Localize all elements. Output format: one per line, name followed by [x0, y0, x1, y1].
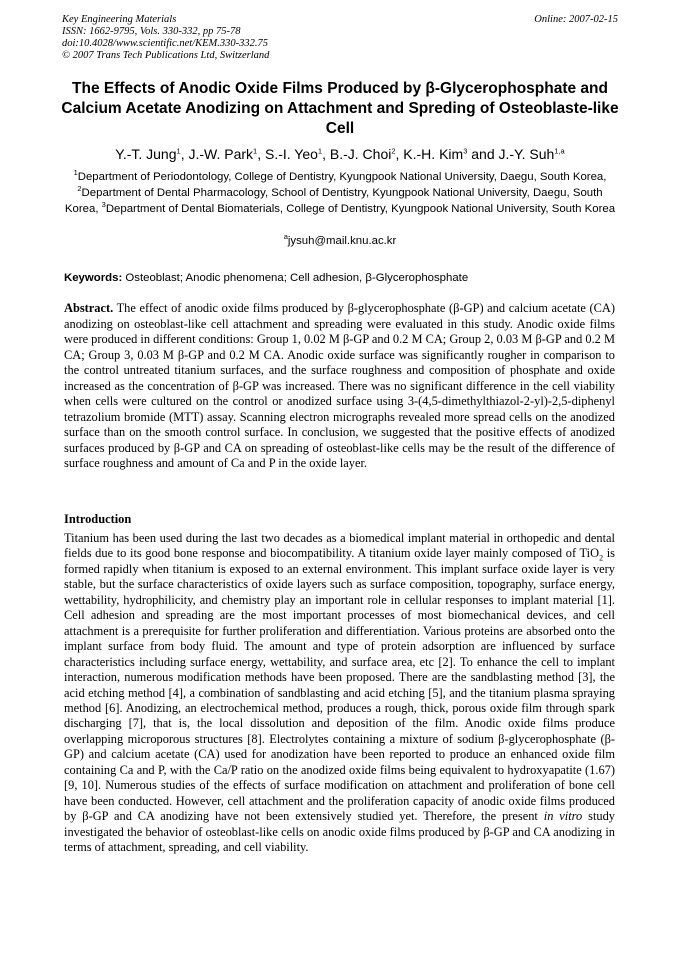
author: Y.-T. Jung$^1$,	[115, 146, 189, 162]
keywords-label: Keywords:	[64, 272, 123, 284]
abstract-label: Abstract.	[64, 301, 114, 315]
corresponding-email[interactable]: $^a$jysuh@mail.knu.ac.kr	[283, 232, 397, 247]
affiliations: $^1$Department of Periodontology, College of Dentistry, Kyungpook National University, Daegu, South Korea, $^2$Department of Dental Pharmacology, School of Dentistry, Kyungpook National University, Daegu, South Korea, $^3$Department of Dental Biomaterials, College of Dentistry, Kyungpook National University, South Korea	[64, 168, 616, 215]
author-list	[60, 145, 620, 163]
copyright-line: © 2007 Trans Tech Publications Ltd, Switzerland	[62, 50, 270, 61]
affiliation: Department of Dental Biomaterials, College of Dentistry, Kyungpook National University, South Korea	[105, 203, 616, 215]
author: J.-Y. Suh$^{1,a}$	[498, 146, 565, 162]
keywords-text: Osteoblast; Anodic phenomena; Cell adhesion, β-Glycerophosphate	[122, 272, 469, 284]
issn-line: ISSN: 1662-9795, Vols. 330-332, pp 75-78	[62, 26, 241, 37]
keywords	[64, 271, 620, 285]
abstract	[64, 301, 615, 472]
author: K.-H. Kim$^3$ and	[403, 146, 499, 162]
journal-name: Key Engineering Materials	[62, 14, 177, 25]
author: J.-W. Park$^1$,	[188, 146, 265, 162]
author: S.-I. Yeo$^1$,	[264, 146, 330, 162]
doi-line[interactable]: doi:10.4028/www.scientific.net/KEM.330-332.75	[62, 38, 268, 49]
paper-title: The Effects of Anodic Oxide Films Produced by β-Glycerophosphate and Calcium Acetate Anodizing on Attachment and Spreding of Osteoblaste-like Cell	[61, 80, 619, 137]
introduction-paragraph: Titanium has been used during the last two decades as a biomedical implant material in orthopedic and dental fields due to its good bone response and biocompatibility. A titanium oxide layer mainly composed of TiO$_2$ is formed rapidly when titanium is exposed to an external environment. This implant surface oxide layer is very stable, but the surface characteristics of oxide layers such as surface composition, topography, surface energy, wettability, hydrophilicity, and chemistry play an important role in cellular responses to implant material [1]. Cell adhesion and spreading are the most important processes of most biomechanical devices, and cell attachment is a prerequisite for further proliferation and differentiation. Various proteins are absorbed onto the implant surface from body fluid. The amount and type of protein adsorption are influenced by surface characteristics including surface energy, wettability, and surface area, etc [2]. To enhance the cell to implant interaction, numerous modification methods have been proposed. There are the sandblasting method [3], the acid etching method [4], a combination of sandblasting and acid etching [5], and the titanium plasma spraying method [6]. Anodizing, an electrochemical method, produces a rough, thick, porous oxide film through spark discharging [7], that is, the local dissolution and deposition of the film. Anodic oxide films produce overlapping microporous structures [8]. Electrolytes containing a mixture of sodium β-glycerophosphate (β-GP) and calcium acetate (CA) used for anodization have been reported to produce an enhanced oxide film containing Ca and P, with the Ca/P ratio on the anodized oxide films being equivalent to hydroxyapatite (1.67) [9, 10]. Numerous studies of the effects of surface modification on attachment and proliferation of bone cell have been conducted. However, cell attachment and the proliferation capacity of anodic oxide films produced by β-GP and CA anodizing have not been extensively studied yet. Therefore, the present in vitro study investigated the behavior of osteoblast-like cells on anodic oxide films produced by β-GP and CA anodizing in terms of attachment, spreading, and cell viability.	[64, 531, 615, 855]
affiliation: Department of Dental Pharmacology, School of Dentistry, Kyungpook National University, Daegu, South Korea,	[64, 187, 603, 215]
affiliation: Department of Periodontology, College of Dentistry, Kyungpook National University, Daegu, South Korea,	[77, 171, 607, 183]
section-heading-introduction: Introduction	[64, 512, 132, 526]
online-date: Online: 2007-02-15	[534, 14, 618, 25]
author: B.-J. Choi$^2$,	[329, 146, 404, 162]
journal-header	[62, 14, 618, 62]
abstract-text: The effect of anodic oxide films produced by β-glycerophosphate (β-GP) and calcium acetate (CA) anodizing on osteoblast-like cell attachment and spreading were evaluated in this study. Anodic oxide films were produced in different conditions: Group 1, 0.02 M β-GP and 0.2 M CA; Group 2, 0.03 M β-GP and 0.2 M CA; Group 3, 0.03 M β-GP and 0.2 M CA. Anodic oxide surface was significantly rougher in comparison to the control untreated titanium surfaces, and the surface roughness and composition of phosphate and oxide increased as the concentration of β-GP was increased. There was no significant difference in the cell viability when cells were cultured on the control or anodized surface using 3-(4,5-dimethylthiazol-2-yl)-2,5-diphenyl tetrazolium bromide (MTT) assay. Scanning electron micrographs revealed more spread cells on the anodized surface than on the smooth control surface. In conclusion, we suggested that the positive effects of anodized surfaces produced by β-GP and CA on spreading of osteoblast-like cells may be the result of the difference of surface roughness and amount of Ca and P in the oxide layer.	[64, 301, 615, 470]
